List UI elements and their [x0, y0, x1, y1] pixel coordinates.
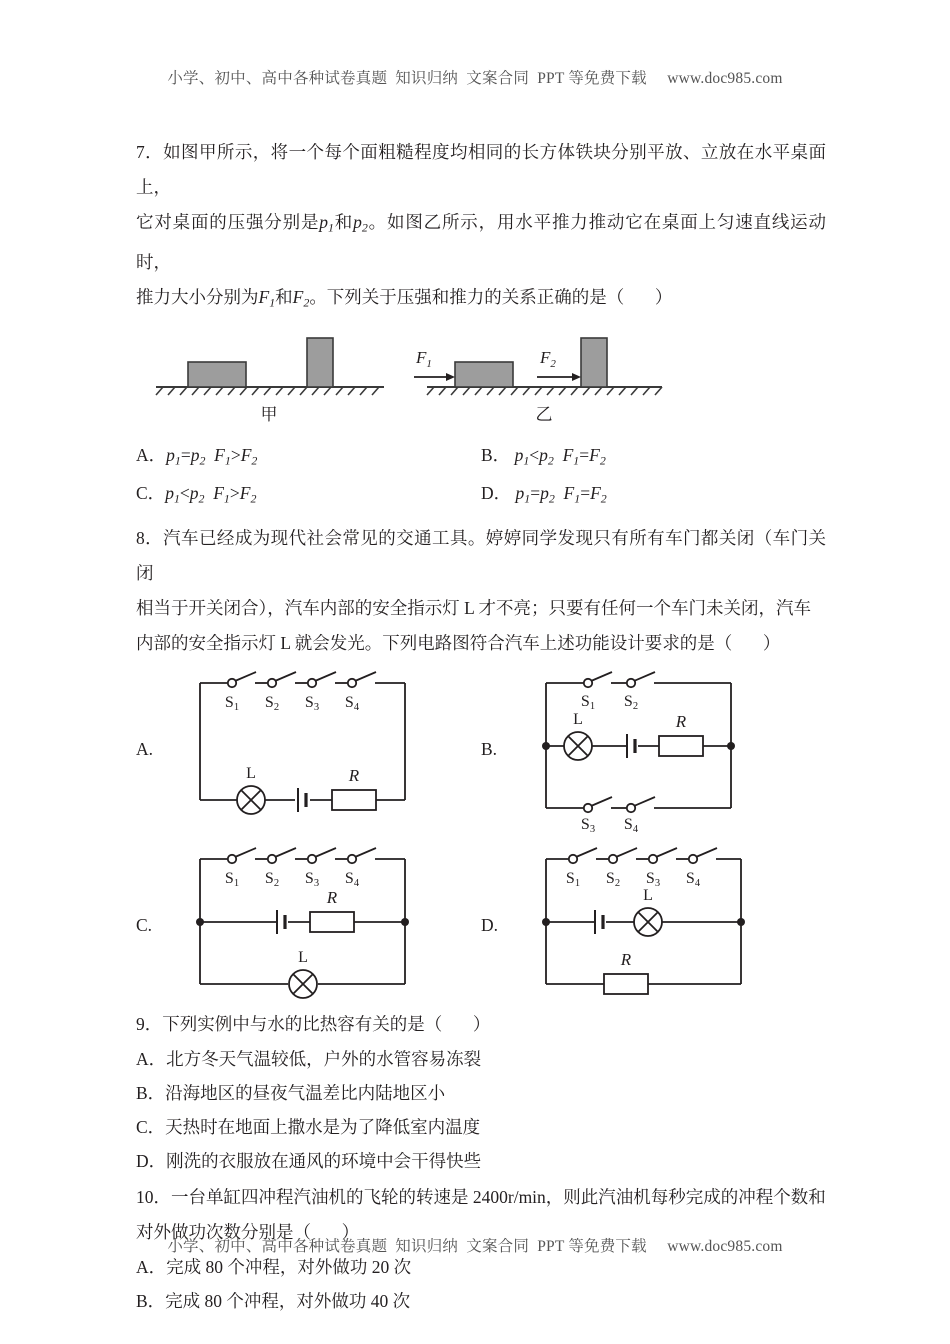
- question-9: [136, 1007, 826, 1178]
- resistor-r-a: [332, 790, 376, 810]
- question-9-option-d[interactable]: D．刚洗的衣服放在通风的环境中会干得快些: [136, 1151, 482, 1172]
- force-arrow-f1: [414, 373, 455, 381]
- switch-s2-b[interactable]: [627, 672, 655, 687]
- question-8-option-a-label: A.: [136, 739, 154, 760]
- q7-l3-c: 。下列关于压强和推力的关系正确的是（ ）: [309, 287, 673, 308]
- pressure-friction-diagram: [144, 327, 824, 435]
- lamp-l-c: [289, 970, 317, 998]
- switch-label-s2-c: S2: [264, 870, 280, 890]
- resistor-label-a: R: [348, 766, 360, 786]
- block-upright-jia: [307, 338, 333, 387]
- watermark-header: 小学、初中、高中各种试卷真题 知识归纳 文案合同 PPT 等免费下载 www.doc985.com: [167, 70, 783, 87]
- switch-label-s1-a: S1: [224, 694, 240, 714]
- q7-p1-var: p: [319, 212, 329, 232]
- q7-opt-d-expr: $p_1=p_2$ $F_1=F_2$: [515, 482, 607, 506]
- switch-label-s1-d: S1: [565, 870, 581, 890]
- battery-d: [595, 910, 603, 934]
- q7-p2-sub: 2: [361, 220, 368, 235]
- question-10-stem-line-2: 对外做功次数分别是（ ）: [136, 1222, 360, 1243]
- switch-label-s3-d: S3: [645, 870, 661, 890]
- switch-label-s3-b: S3: [580, 816, 596, 836]
- switch-s3-a[interactable]: [308, 672, 336, 687]
- switch-s1-d[interactable]: [569, 848, 597, 863]
- lamp-label-b: L: [573, 711, 583, 729]
- junction-left-b: [542, 742, 550, 750]
- resistor-label-b: R: [675, 712, 687, 732]
- q7-p1-sub: 1: [328, 220, 334, 235]
- switch-s3-b[interactable]: [584, 797, 612, 812]
- lamp-label-a: L: [246, 765, 256, 783]
- switch-label-s4-b: S4: [623, 816, 639, 836]
- switch-label-s4-d: S4: [685, 870, 701, 890]
- switch-s1-b[interactable]: [584, 672, 612, 687]
- q7-l3-b: 和: [275, 287, 293, 308]
- lamp-l-a: [237, 786, 265, 814]
- question-8: [136, 521, 826, 1005]
- question-8-option-c-label: C.: [136, 915, 153, 936]
- switch-label-s2-a: S2: [264, 694, 280, 714]
- q7-l3-a: 推力大小分别为: [136, 287, 259, 308]
- q7-F2-sub: 2: [303, 295, 310, 310]
- q7-F1-sub: 1: [269, 295, 276, 310]
- question-7-option-c[interactable]: [136, 477, 481, 515]
- question-9-stem: 9．下列实例中与水的比热容有关的是（ ）: [136, 1014, 491, 1035]
- resistor-r-b: [659, 736, 703, 756]
- junction-right-b: [727, 742, 735, 750]
- switch-s3-c[interactable]: [308, 848, 336, 863]
- switch-s4-d[interactable]: [689, 848, 717, 863]
- q7-l2-a: 它对桌面的压强分别是: [136, 212, 320, 232]
- switch-s2-a[interactable]: [268, 672, 296, 687]
- q7-opt-b-letter: B．: [481, 444, 511, 465]
- question-10-option-a[interactable]: A．完成 80 个冲程，对外做功 20 次: [136, 1257, 412, 1278]
- figure-label-yi: 乙: [535, 404, 553, 424]
- lamp-label-c: L: [298, 949, 308, 967]
- question-8-stem-line-1: 8．汽车已经成为现代社会常见的交通工具。婷婷同学发现只有所有车门都关闭（车门关闭: [136, 528, 826, 584]
- junction-right-c: [401, 918, 409, 926]
- switch-s1-c[interactable]: [228, 848, 256, 863]
- switch-s4-a[interactable]: [348, 672, 376, 687]
- lamp-l-b: [564, 732, 592, 760]
- question-7-option-a[interactable]: [136, 439, 481, 477]
- switch-s4-b[interactable]: [627, 797, 655, 812]
- battery-b: [627, 734, 635, 758]
- figure-label-jia: 甲: [260, 404, 278, 424]
- question-8-option-b-label: B.: [481, 739, 498, 760]
- circuit-diagram-d[interactable]: [526, 841, 826, 1011]
- q7-l2-c: 。如图乙所示，用水平推力推动它在桌面上匀速直线运动时，: [136, 212, 827, 273]
- switch-label-s2-b: S2: [623, 693, 639, 713]
- resistor-r-d: [604, 974, 648, 994]
- question-7-stem-line-3: [136, 280, 826, 320]
- q7-opt-c-letter: C．: [136, 482, 166, 503]
- question-7-figure: [144, 327, 826, 435]
- switch-s2-d[interactable]: [609, 848, 637, 863]
- q7-opt-b-expr: $p_1<p_2$ $F_1=F_2$: [514, 444, 606, 467]
- question-7-options-row-1: [136, 439, 826, 477]
- switch-label-s4-c: S4: [344, 870, 360, 890]
- junction-right-d: [737, 918, 745, 926]
- block-upright-yi: [581, 338, 607, 387]
- junction-left-d: [542, 918, 550, 926]
- resistor-r-c: [310, 912, 354, 932]
- question-9-option-a[interactable]: A．北方冬天气温较低，户外的水管容易冻裂: [136, 1049, 482, 1070]
- circuit-diagram-c[interactable]: [180, 841, 480, 1011]
- circuit-diagram-a[interactable]: [180, 665, 480, 835]
- battery-c: [277, 910, 285, 934]
- block-flat-yi: [455, 362, 513, 387]
- ground-hatch-yi: [427, 387, 662, 395]
- lamp-l-d: [634, 908, 662, 936]
- q7-opt-a-expr: $p_1=p_2$ $F_1>F_2$: [166, 444, 258, 467]
- ground-hatch-jia: [156, 387, 379, 395]
- lamp-label-d: L: [643, 887, 653, 905]
- watermark-footer: 小学、初中、高中各种试卷真题 知识归纳 文案合同 PPT 等免费下载 www.doc985.com: [167, 1238, 783, 1255]
- resistor-label-c: R: [326, 888, 338, 908]
- switch-label-s3-a: S3: [304, 694, 320, 714]
- question-7-option-b[interactable]: [481, 439, 826, 477]
- question-8-option-d-label: D.: [481, 915, 499, 936]
- switch-label-s1-c: S1: [224, 870, 240, 890]
- q7-F1-var: F: [258, 287, 270, 308]
- question-9-option-b[interactable]: B．沿海地区的昼夜气温差比内陆地区小: [136, 1083, 446, 1104]
- block-flat-jia: [188, 362, 246, 387]
- question-7-stem-line-2: [136, 205, 826, 280]
- switch-label-s4-a: S4: [344, 694, 360, 714]
- force-arrow-f2: [537, 373, 581, 381]
- question-7: [136, 135, 826, 515]
- force-label-f2: $F_2$: [540, 347, 556, 370]
- switch-s3-d[interactable]: [649, 848, 677, 863]
- q7-opt-c-expr: $p_1<p_2$ $F_1>F_2$: [165, 482, 257, 506]
- switch-s1-a[interactable]: [228, 672, 256, 687]
- battery-a: [298, 788, 306, 812]
- q7-F2-var: F: [292, 287, 304, 308]
- question-8-stem-line-2: 相当于开关闭合），汽车内部的安全指示灯 L 才不亮；只要有任何一个车门未关闭，汽车: [136, 598, 812, 619]
- question-10-option-b[interactable]: B．完成 80 个冲程，对外做功 40 次: [136, 1291, 411, 1312]
- q7-p2-var: p: [353, 212, 362, 232]
- switch-s2-c[interactable]: [268, 848, 296, 863]
- junction-left-c: [196, 918, 204, 926]
- switch-label-s1-b: S1: [580, 693, 596, 713]
- question-8-circuit-options: [136, 665, 826, 1005]
- question-7-option-d[interactable]: [481, 477, 826, 515]
- question-7-options-row-2: [136, 477, 826, 515]
- circuit-diagram-b[interactable]: [526, 665, 826, 835]
- switch-label-s3-c: S3: [304, 870, 320, 890]
- document-content: [136, 135, 826, 1318]
- q7-opt-d-letter: D．: [481, 482, 512, 503]
- question-9-option-c[interactable]: C．天热时在地面上撒水是为了降低室内温度: [136, 1117, 481, 1138]
- resistor-label-d: R: [620, 950, 632, 970]
- question-10-stem-line-1: 10．一台单缸四冲程汽油机的飞轮的转速是 2400r/min，则此汽油机每秒完成的冲程个数和: [136, 1187, 826, 1208]
- question-8-stem-line-3: 内部的安全指示灯 L 就会发光。下列电路图符合汽车上述功能设计要求的是（ ）: [136, 633, 781, 654]
- q7-opt-a-letter: A．: [136, 444, 167, 465]
- q7-l2-b: 和: [333, 212, 354, 232]
- force-label-f1: $F_1$: [416, 347, 432, 370]
- switch-label-s2-d: S2: [605, 870, 621, 890]
- question-7-stem-line-1: 7．如图甲所示，将一个每个面粗糙程度均相同的长方体铁块分别平放、立放在水平桌面上，: [136, 142, 826, 197]
- switch-s4-c[interactable]: [348, 848, 376, 863]
